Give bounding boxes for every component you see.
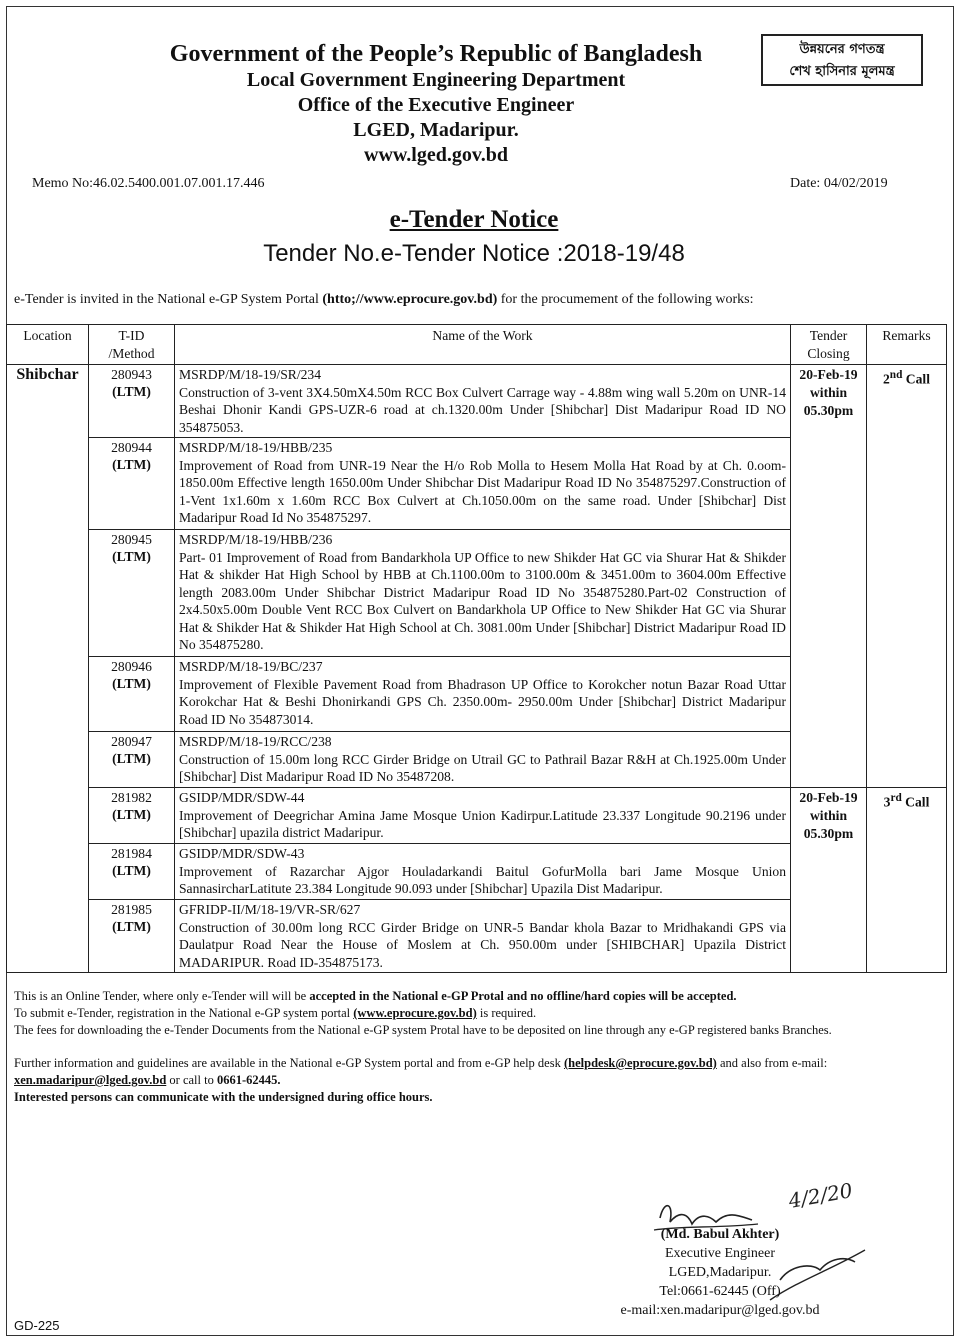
table-header-row (7, 325, 947, 365)
tid-cell: 280947 (LTM) (89, 732, 175, 788)
footer-registration-note: To submit e-Tender, registration in the National e-GP system portal (www.eprocure.gov.bd) is required. (14, 1006, 537, 1020)
footer-online-note: This is an Online Tender, where only e-Tender will will be accepted in the National e-GP Protal and no offline/hard copies will be accepted. (14, 989, 737, 1003)
footer-info-note: Further information and guidelines are available in the National e-GP System portal and from e-GP help desk (helpdesk@eprocure.gov.bd) and also from e-mail: xen.madaripur@lged.gov.bd or call to 0661-62445. (14, 1056, 828, 1087)
government-title: Government of the People’s Republic of Bangladesh (169, 41, 703, 67)
signatory-block (595, 1225, 845, 1320)
remarks-cell: 2nd Call (867, 365, 947, 788)
intro-text (14, 292, 944, 308)
portal-link[interactable]: (htto;//www.eprocure.gov.bd) (322, 292, 498, 307)
notice-title: e-Tender Notice (389, 206, 559, 233)
work-cell: GFRIDP-II/M/18-19/VR-SR/627 Construction of 30.00m long RCC Girder Bridge on UNR-5 Bandar khola Bazar to Mridhakandi GPS via Daulatpur Road Near the House of Moslem at Ch. 950.00m under [SHIBCHAR] Upazila District MADARIPUR. Road ID-354875173. (175, 900, 791, 973)
footer-fees-note: The fees for downloading the e-Tender Documents from the National e-GP system Protal have to be deposited on line through any e-GP registered banks Branches. (14, 1023, 832, 1037)
office-name: Office of the Executive Engineer (297, 94, 575, 116)
closing-cell: 20-Feb-19 within 05.30pm (791, 365, 867, 788)
remarks-cell: 3rd Call (867, 788, 947, 973)
tid-cell: 280944 (LTM) (89, 438, 175, 530)
header-tid: T-ID /Method (89, 325, 175, 365)
table-row (7, 788, 947, 844)
tid-cell: 281985 (LTM) (89, 900, 175, 973)
footer-notes (14, 988, 938, 1106)
work-cell: MSRDP/M/18-19/BC/237 Improvement of Flexible Pavement Road from Bhadrason UP Office to Korokcher notun Bazar Road Uttar Korokchar Hat & Beshi Dhonirkandi GPS Ch. 2350.00m- 2950.00m Under [Shibchar] District Madaripur Road ID No 354873014. (175, 657, 791, 732)
signatory-office: LGED,Madaripur. (668, 1265, 772, 1280)
signatory-title: Executive Engineer (664, 1246, 775, 1261)
location-cell: Shibchar (7, 365, 89, 973)
signatory-name: (Md. Babul Akhter) (660, 1227, 780, 1242)
signature-stroke (660, 1206, 752, 1224)
tid-cell: 280943 (LTM) (89, 365, 175, 438)
tid-cell: 281984 (LTM) (89, 844, 175, 900)
tid-cell: 280946 (LTM) (89, 657, 175, 732)
work-cell: GSIDP/MDR/SDW-43 Improvement of Razarchar Ajgor Houladarkandi Baitul GofurMolla bari Jame Mosque Union SannasircharLatitute 23.384 Longitude 90.093 under [Shibchar] Upazila Dist Madaripur. (175, 844, 791, 900)
intro-after: for the procumement of the following works: (497, 292, 754, 307)
header-remarks: Remarks (867, 325, 947, 365)
signatory-tel: Tel:0661-62445 (Off) (659, 1284, 781, 1299)
work-cell: MSRDP/M/18-19/RCC/238 Construction of 15.00m long RCC Girder Bridge on Utrail GC to Pathrail Bazar R&H at Ch.1925.00m Under [Shibchar] Dist Madaripur Road ID No 35487208. (175, 732, 791, 788)
signature-date: 4/2/20 (786, 1178, 855, 1213)
department-name: Local Government Engineering Department (246, 69, 626, 91)
tender-number: Tender No.e-Tender Notice :2018-19/48 (263, 240, 685, 267)
letterhead (0, 40, 872, 168)
closing-cell: 20-Feb-19 within 05.30pm (791, 788, 867, 973)
slogan-line-1: উন্নয়নের গণতন্ত্র (799, 42, 885, 57)
email-link[interactable]: xen.madaripur@lged.gov.bd (14, 1073, 167, 1087)
tid-cell: 281982 (LTM) (89, 788, 175, 844)
work-cell: MSRDP/M/18-19/SR/234 Construction of 3-vent 3X4.50mX4.50m RCC Box Culvert Carrage way - 4.88m wing wall 5.20m on UNR-14 Beshai Dhonir Kandi GPS-UZR-6 road at ch.1320.00m Under [Shibchar] Dist Madaripur Road ID NO 354875053. (175, 365, 791, 438)
document-code: GD-225 (14, 1318, 60, 1333)
header-location: Location (7, 325, 89, 365)
work-cell: GSIDP/MDR/SDW-44 Improvement of Deegrichar Amina Jame Mosque Union Kadirpur.Latitude 23.337 Longitude 90.2196 under [Shibchar] upazila district Madaripur. (175, 788, 791, 844)
signatory-email[interactable]: e-mail:xen.madaripur@lged.gov.bd (620, 1303, 820, 1318)
table-row (7, 365, 947, 438)
office-location: LGED, Madaripur. (353, 119, 519, 141)
eprocure-link[interactable]: (www.eprocure.gov.bd) (353, 1006, 477, 1020)
header-work: Name of the Work (175, 325, 791, 365)
work-cell: MSRDP/M/18-19/HBB/236 Part- 01 Improvement of Road from Bandarkhola UP Office to new Shikder Hat GC via Shurar Hat & Shikder Hat & shikder Hat High School by HBB at Ch.1100.00m to 3100.00m & 3451.00m to 3604.00m Effective length 2083.00m Under Shibchar District Madaripur Road ID No 354875280.Part-02 Construction of 2x4.50x5.00m Double Vent RCC Box Culvert on Bandarkhola UP Office to New Shikder Hat GC via Shurar Hat & Shikder Hat & Shikder Hat High School at Ch. 3081.00m Under [Shibchar] District Madaripur Road ID No 354875280. (175, 530, 791, 657)
work-cell: MSRDP/M/18-19/HBB/235 Improvement of Road from UNR-19 Near the H/o Rob Molla to Hesem Molla Hat Road by at Ch. 0.oom- 1850.00m Effective length 1650.00m Under Shibchar Dist Madaripur Road ID No 354875297.Construction of 1-Vent 1x1.60m x 1.60m RCC Box Culvert at Ch.1050.00m on the same road. Under [Shibchar] Dist Madaripur Road Id No 354875297. (175, 438, 791, 530)
header-closing: Tender Closing (791, 325, 867, 365)
slogan-stamp (761, 34, 923, 86)
footer-contact-note: Interested persons can communicate with the undersigned during office hours. (14, 1090, 433, 1104)
website[interactable]: www.lged.gov.bd (364, 144, 508, 166)
tender-table (6, 324, 947, 973)
memo-number: Memo No:46.02.5400.001.07.001.17.446 (32, 176, 265, 191)
intro-before: e-Tender is invited in the National e-GP System Portal (14, 292, 323, 307)
phone-number: 0661-62445. (216, 1073, 281, 1087)
tid-cell: 280945 (LTM) (89, 530, 175, 657)
notice-date: Date: 04/02/2019 (790, 176, 888, 191)
helpdesk-link[interactable]: (helpdesk@eprocure.gov.bd) (563, 1056, 717, 1070)
slogan-line-2: শেখ হাসিনার মূলমন্ত্র (789, 64, 895, 79)
